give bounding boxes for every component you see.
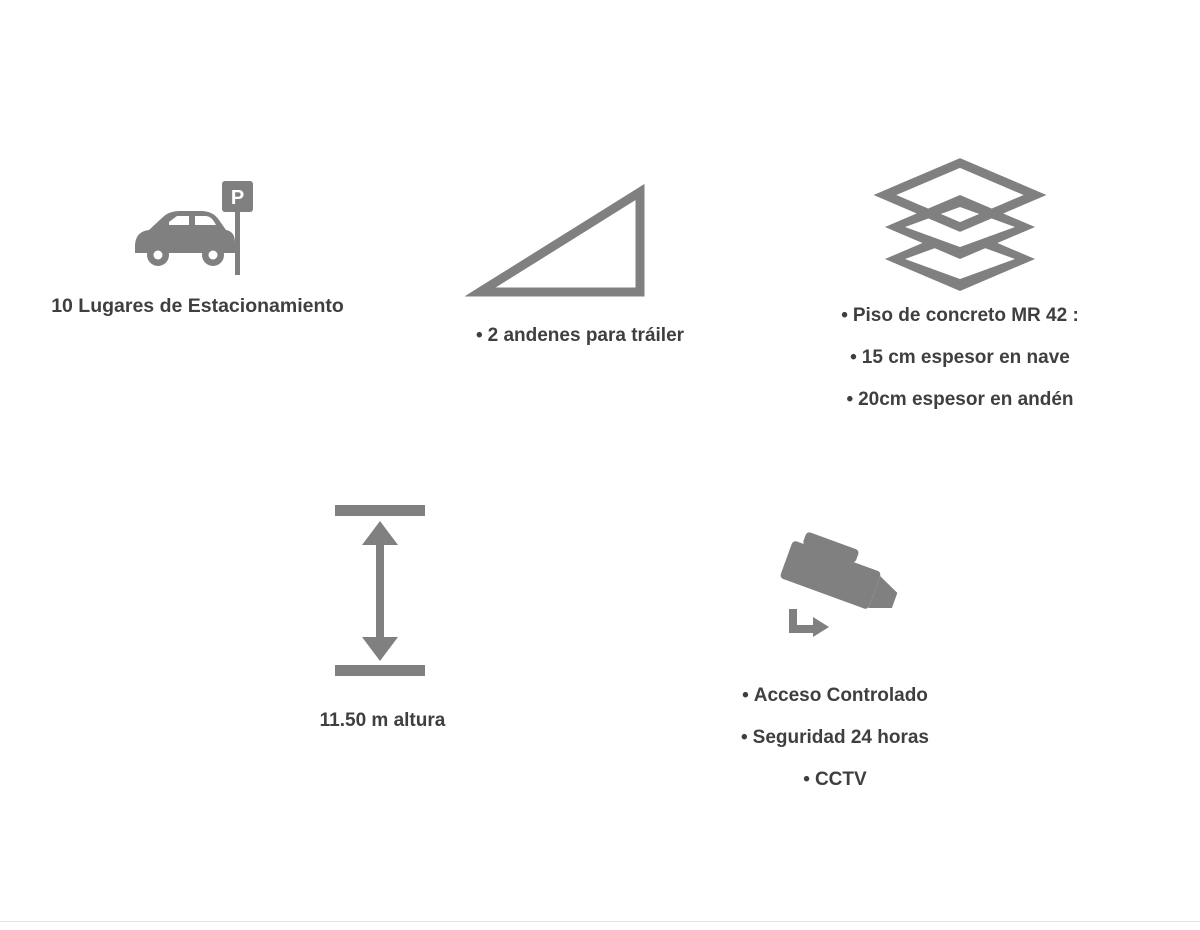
- bullet-marker: •: [741, 727, 748, 748]
- feature-andenes: [400, 175, 760, 357]
- feature-seguridad-line-1: Acceso Controlado: [753, 685, 928, 706]
- feature-seguridad: [620, 510, 1050, 801]
- feature-andenes-line-1: 2 andenes para tráiler: [487, 325, 685, 346]
- bullet-marker: •: [475, 325, 483, 346]
- feature-altura-line-1: 11.50 m altura: [319, 710, 446, 731]
- feature-altura-caption: [180, 700, 580, 742]
- feature-andenes-caption: [400, 315, 760, 357]
- bottom-divider: [0, 921, 1200, 922]
- ramp-triangle-icon: [400, 175, 760, 315]
- feature-seguridad-caption: [620, 675, 1050, 801]
- svg-text:P: P: [230, 187, 245, 209]
- bullet-marker: •: [850, 347, 857, 368]
- car-parking-sign-icon: [20, 175, 370, 285]
- feature-piso-line-2: 15 cm espesor en nave: [861, 347, 1070, 368]
- security-camera-icon: [620, 510, 1050, 675]
- feature-parking-line-1: 10 Lugares de Estacionamiento: [51, 295, 344, 317]
- layers-stack-icon: [740, 155, 1180, 295]
- feature-piso-line-1: Piso de concreto MR 42 :: [852, 305, 1079, 326]
- feature-seguridad-line-2: Seguridad 24 horas: [752, 727, 929, 748]
- bullet-marker: •: [846, 389, 854, 410]
- bullet-marker: •: [742, 685, 749, 706]
- feature-altura: [180, 490, 580, 742]
- feature-parking-caption: [20, 285, 370, 327]
- feature-parking: [20, 175, 370, 327]
- vertical-height-arrow-icon: [180, 490, 580, 700]
- feature-piso: [740, 155, 1180, 421]
- bullet-marker: •: [841, 305, 848, 326]
- feature-seguridad-line-3: CCTV: [814, 769, 867, 790]
- feature-piso-caption: [740, 295, 1180, 421]
- bullet-marker: •: [803, 769, 810, 790]
- feature-piso-line-3: 20cm espesor en andén: [858, 389, 1074, 410]
